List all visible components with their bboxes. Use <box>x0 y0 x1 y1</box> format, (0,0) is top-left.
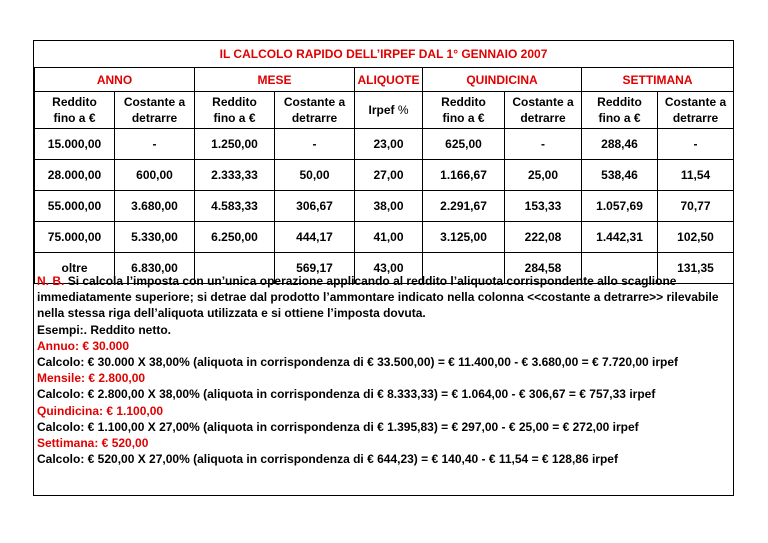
header-quindicina: QUINDICINA <box>423 68 582 92</box>
example-label: Annuo: € 30.000 <box>37 338 130 353</box>
example-calc: Calcolo: € 2.800,00 X 38,00% (aliquota in corrispondenza di € 8.333,33) = € 1.064,00 - € 306,67 = € 757,33 irpef <box>37 387 656 402</box>
table-cell: 1.057,69 <box>582 191 658 222</box>
table-cell: 1.166,67 <box>423 160 505 191</box>
example-calc: Calcolo: € 1.100,00 X 27,00% (aliquota in corrispondenza di € 1.395,83) = € 297,00 - € 25,00 = € 272,00 irpef <box>37 419 639 434</box>
table-cell: - <box>658 129 734 160</box>
table-row <box>35 191 734 222</box>
table-cell: 4.583,33 <box>195 191 275 222</box>
table-row <box>35 129 734 160</box>
subheader-reddito: Reddito fino a € <box>195 92 275 129</box>
table-cell: oltre <box>35 253 115 284</box>
table-cell: 6.830,00 <box>115 253 195 284</box>
table-cell: 50,00 <box>275 160 355 191</box>
nb-paragraph <box>37 273 731 322</box>
subheader-reddito: Reddito fino a € <box>35 92 115 129</box>
table-cell: 3.680,00 <box>115 191 195 222</box>
table-cell: 41,00 <box>355 222 423 253</box>
table-cell: 11,54 <box>658 160 734 191</box>
irpef-table <box>34 67 734 284</box>
table-cell: 284,58 <box>505 253 582 284</box>
example-label: Mensile: € 2.800,00 <box>37 371 146 386</box>
example-label: Quindicina: € 1.100,00 <box>37 403 164 418</box>
table-cell: 131,35 <box>658 253 734 284</box>
subheader-costante: Costante a detrarre <box>658 92 734 129</box>
examples-heading: Esempi:. Reddito netto. <box>37 322 172 337</box>
group-header-row <box>35 68 734 92</box>
subheader-reddito: Reddito fino a € <box>423 92 505 129</box>
table-cell: 5.330,00 <box>115 222 195 253</box>
table-cell: 15.000,00 <box>35 129 115 160</box>
table-cell: - <box>505 129 582 160</box>
nb-label: N. B. <box>37 274 65 288</box>
table-cell: 3.125,00 <box>423 222 505 253</box>
notes-section <box>37 273 731 467</box>
table-cell: 1.250,00 <box>195 129 275 160</box>
table-cell: - <box>115 129 195 160</box>
nb-text: Si calcola l’imposta con un’unica operazione applicando al reddito l’aliquota corrispondente allo scaglione immediatamente superiore; si detrae dal prodotto l’ammontare indicato nella colonna <<costante a detrarre>> rilevabile nella stessa riga dell’aliquota utilizzata e si ottiene l’imposta dovuta. <box>37 274 719 321</box>
table-cell: 538,46 <box>582 160 658 191</box>
table-cell: 2.333,33 <box>195 160 275 191</box>
subheader-costante: Costante a detrarre <box>275 92 355 129</box>
table-cell: 75.000,00 <box>35 222 115 253</box>
table-cell: 600,00 <box>115 160 195 191</box>
table-cell: 288,46 <box>582 129 658 160</box>
table-cell: 55.000,00 <box>35 191 115 222</box>
table-cell: 1.442,31 <box>582 222 658 253</box>
example-calc: Calcolo: € 520,00 X 27,00% (aliquota in corrispondenza di € 644,23) = € 140,40 - € 11,54 = € 128,86 irpef <box>37 452 618 467</box>
table-cell: 28.000,00 <box>35 160 115 191</box>
table-cell: 102,50 <box>658 222 734 253</box>
subheader-costante: Costante a detrarre <box>505 92 582 129</box>
table-cell: 306,67 <box>275 191 355 222</box>
table-cell: 569,17 <box>275 253 355 284</box>
table-cell: 444,17 <box>275 222 355 253</box>
table-cell: 6.250,00 <box>195 222 275 253</box>
table-cell: 2.291,67 <box>423 191 505 222</box>
table-cell: 70,77 <box>658 191 734 222</box>
table-cell: 27,00 <box>355 160 423 191</box>
header-anno: ANNO <box>35 68 195 92</box>
document-frame <box>33 40 734 496</box>
header-mese: MESE <box>195 68 355 92</box>
example-calc: Calcolo: € 30.000 X 38,00% (aliquota in corrispondenza di € 33.500,00) = € 11.400,00 - € 3.680,00 = € 7.720,00 irpef <box>37 355 679 370</box>
header-settimana: SETTIMANA <box>582 68 734 92</box>
page-title: IL CALCOLO RAPIDO DELL’IRPEF DAL 1° GENNAIO 2007 <box>34 41 733 68</box>
table-cell: 153,33 <box>505 191 582 222</box>
table-row <box>35 160 734 191</box>
table-row <box>35 222 734 253</box>
example-label: Settimana: € 520,00 <box>37 436 149 451</box>
table-cell: 222,08 <box>505 222 582 253</box>
subheader-costante: Costante a detrarre <box>115 92 195 129</box>
table-cell: - <box>275 129 355 160</box>
subheader-reddito: Reddito fino a € <box>582 92 658 129</box>
subheader-irpef: Irpef % <box>355 92 423 129</box>
table-cell: 625,00 <box>423 129 505 160</box>
table-cell: 38,00 <box>355 191 423 222</box>
header-aliquote: ALIQUOTE <box>355 68 423 92</box>
sub-header-row <box>35 92 734 129</box>
table-cell: 25,00 <box>505 160 582 191</box>
table-cell: 23,00 <box>355 129 423 160</box>
table-cell: 43,00 <box>355 253 423 284</box>
